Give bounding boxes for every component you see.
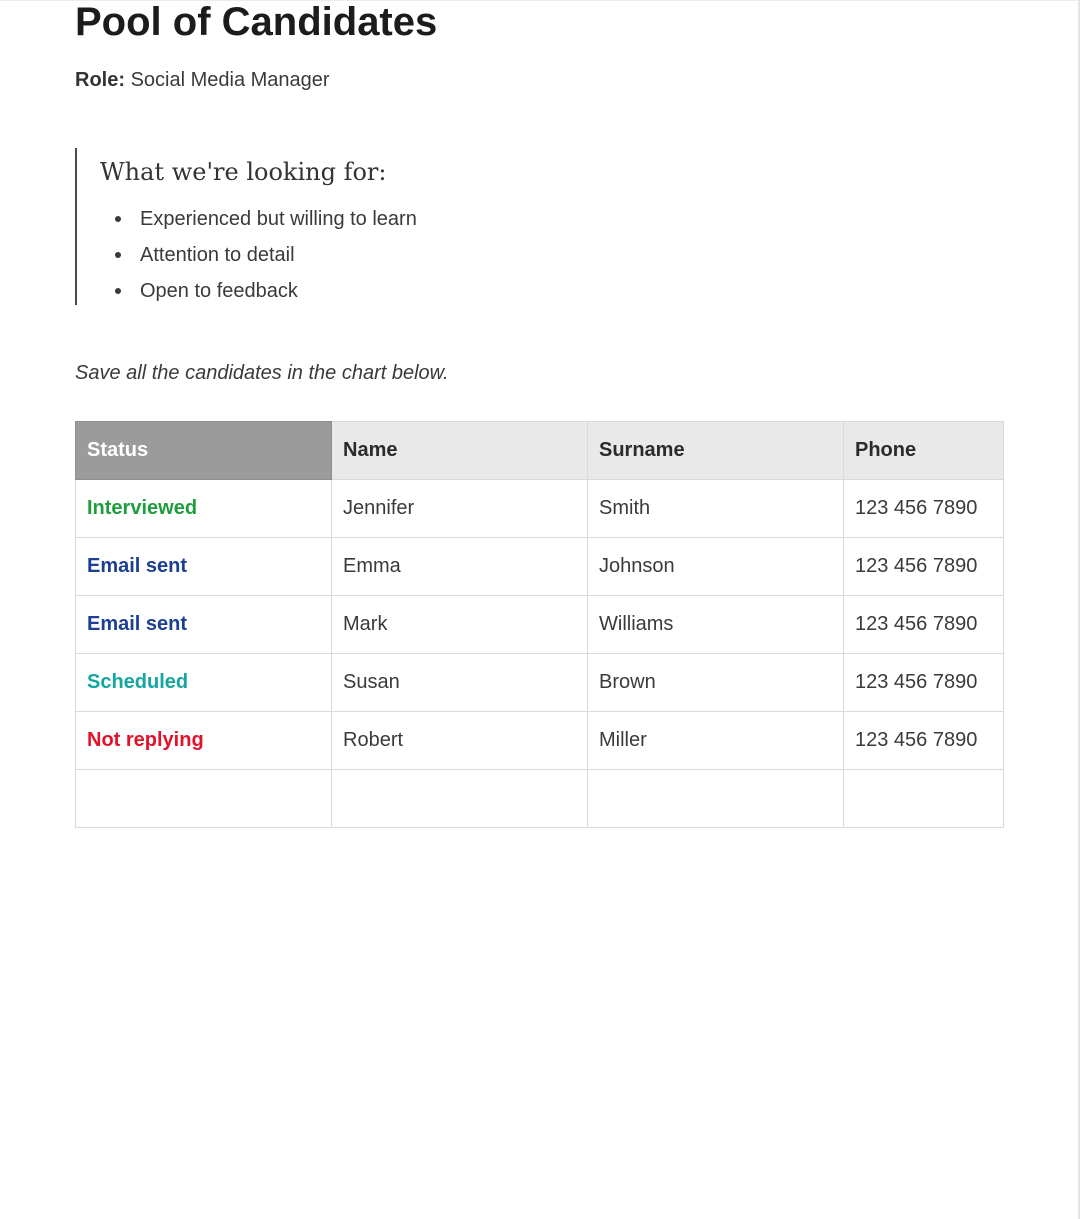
list-item-text: Attention to detail bbox=[140, 244, 295, 266]
surname-cell[interactable]: Miller bbox=[588, 712, 844, 770]
list-item bbox=[114, 237, 417, 273]
list-item bbox=[114, 201, 417, 237]
table-header-row bbox=[76, 422, 1004, 480]
table-row bbox=[76, 480, 1004, 538]
phone-cell[interactable]: 123 456 7890 bbox=[844, 538, 1004, 596]
requirements-list bbox=[114, 201, 417, 309]
bullet-dot-icon bbox=[115, 288, 121, 294]
surname-cell[interactable]: Brown bbox=[588, 654, 844, 712]
phone-cell[interactable] bbox=[844, 770, 1004, 828]
name-cell[interactable]: Jennifer bbox=[332, 480, 588, 538]
table-row bbox=[76, 654, 1004, 712]
name-cell[interactable]: Susan bbox=[332, 654, 588, 712]
phone-cell[interactable]: 123 456 7890 bbox=[844, 654, 1004, 712]
requirements-callout bbox=[75, 148, 577, 305]
name-cell[interactable]: Mark bbox=[332, 596, 588, 654]
role-value: Social Media Manager bbox=[130, 69, 330, 91]
instruction-note: Save all the candidates in the chart below. bbox=[75, 362, 449, 384]
name-cell[interactable] bbox=[332, 770, 588, 828]
column-header-phone[interactable]: Phone bbox=[844, 422, 1004, 480]
surname-cell[interactable]: Williams bbox=[588, 596, 844, 654]
surname-cell[interactable] bbox=[588, 770, 844, 828]
status-cell[interactable]: Email sent bbox=[76, 538, 332, 596]
list-item-text: Open to feedback bbox=[140, 280, 298, 302]
column-header-surname[interactable]: Surname bbox=[588, 422, 844, 480]
column-header-status[interactable]: Status bbox=[76, 422, 332, 480]
bullet-dot-icon bbox=[115, 216, 121, 222]
table-row bbox=[76, 538, 1004, 596]
status-cell[interactable]: Scheduled bbox=[76, 654, 332, 712]
table-row bbox=[76, 712, 1004, 770]
role-line bbox=[75, 67, 330, 93]
name-cell[interactable]: Robert bbox=[332, 712, 588, 770]
name-cell[interactable]: Emma bbox=[332, 538, 588, 596]
phone-cell[interactable]: 123 456 7890 bbox=[844, 596, 1004, 654]
status-cell[interactable]: Interviewed bbox=[76, 480, 332, 538]
table-row bbox=[76, 596, 1004, 654]
surname-cell[interactable]: Smith bbox=[588, 480, 844, 538]
candidates-table bbox=[75, 421, 1004, 828]
status-cell[interactable]: Not replying bbox=[76, 712, 332, 770]
callout-heading: What we're looking for: bbox=[100, 158, 387, 186]
list-item bbox=[114, 273, 417, 309]
phone-cell[interactable]: 123 456 7890 bbox=[844, 480, 1004, 538]
surname-cell[interactable]: Johnson bbox=[588, 538, 844, 596]
phone-cell[interactable]: 123 456 7890 bbox=[844, 712, 1004, 770]
list-item-text: Experienced but willing to learn bbox=[140, 208, 417, 230]
role-label: Role: bbox=[75, 69, 125, 91]
table-row-empty bbox=[76, 770, 1004, 828]
bullet-dot-icon bbox=[115, 252, 121, 258]
status-cell[interactable]: Email sent bbox=[76, 596, 332, 654]
page-title: Pool of Candidates bbox=[75, 0, 438, 44]
column-header-name[interactable]: Name bbox=[332, 422, 588, 480]
status-cell[interactable] bbox=[76, 770, 332, 828]
